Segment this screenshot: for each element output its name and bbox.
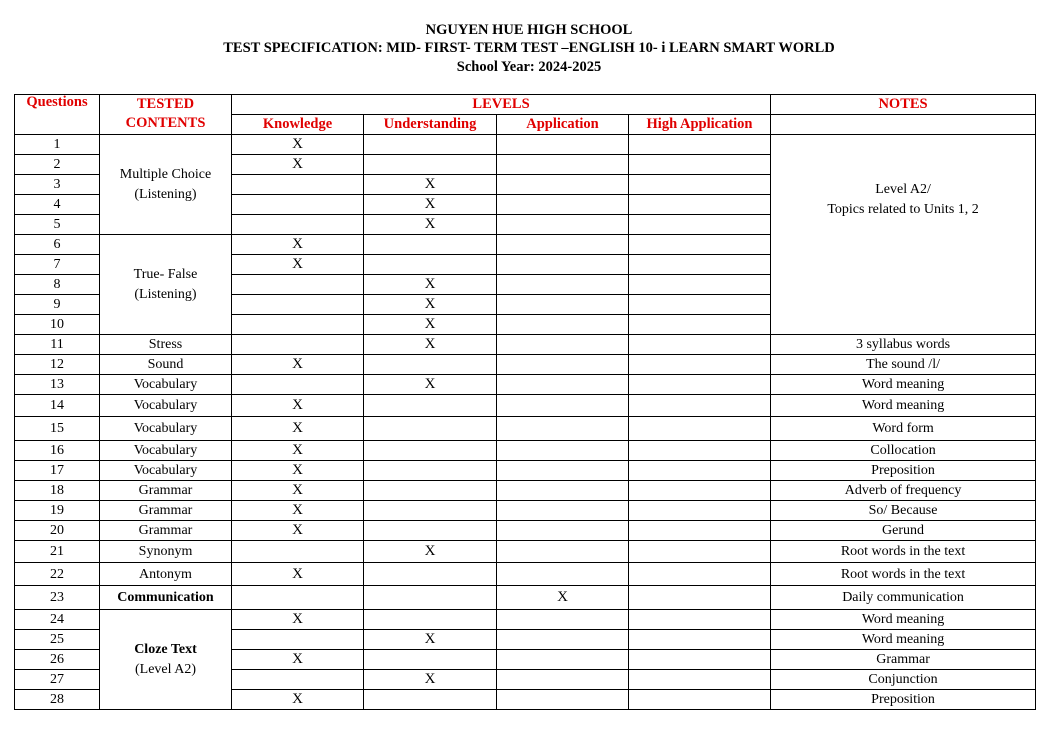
question-number: 24 [15,610,100,630]
level-understanding: X [364,195,497,215]
level-understanding: X [364,175,497,195]
level-application [497,395,629,417]
question-number: 10 [15,315,100,335]
table-row [15,586,1036,610]
tested-content: Stress [100,335,232,355]
level-knowledge [232,541,364,563]
header-tested-label: TESTED [136,96,195,112]
group-cloze-subtitle: (Level A2) [134,661,197,677]
level-knowledge [232,195,364,215]
level-knowledge: X [232,155,364,175]
table-row [15,461,1036,481]
level-understanding [364,441,497,461]
level-knowledge: X [232,355,364,375]
level-application [497,690,629,710]
question-number: 19 [15,501,100,521]
level-understanding [364,235,497,255]
question-number: 8 [15,275,100,295]
level-understanding [364,690,497,710]
level-application [497,175,629,195]
group-tf [100,235,232,335]
tested-content: Grammar [100,481,232,501]
table-row [15,501,1036,521]
level-application [497,521,629,541]
group-mc [100,135,232,235]
question-number: 9 [15,295,100,315]
level-high-application [629,195,771,215]
level-high-application [629,295,771,315]
table-row [15,563,1036,586]
question-number: 22 [15,563,100,586]
tested-content: Communication [100,586,232,610]
header-knowledge: Knowledge [232,115,364,135]
level-high-application [629,235,771,255]
level-high-application [629,175,771,195]
level-high-application [629,501,771,521]
level-understanding [364,586,497,610]
level-application [497,135,629,155]
group-cloze [100,610,232,710]
level-knowledge: X [232,417,364,441]
level-high-application [629,215,771,235]
level-application [497,155,629,175]
level-understanding [364,155,497,175]
table-row [15,335,1036,355]
table-row [15,610,1036,630]
level-knowledge [232,335,364,355]
question-number: 27 [15,670,100,690]
level-application [497,650,629,670]
level-understanding [364,135,497,155]
level-high-application [629,610,771,630]
note: The sound /l/ [771,355,1036,375]
specification-table [14,94,1036,710]
level-application [497,461,629,481]
level-knowledge: X [232,235,364,255]
level-high-application [629,481,771,501]
level-knowledge [232,375,364,395]
level-knowledge: X [232,441,364,461]
level-knowledge [232,630,364,650]
note: Word meaning [771,375,1036,395]
level-knowledge [232,315,364,335]
level-understanding [364,417,497,441]
note: Word meaning [771,630,1036,650]
question-number: 4 [15,195,100,215]
note: Grammar [771,650,1036,670]
note: Word meaning [771,610,1036,630]
level-high-application [629,417,771,441]
level-understanding: X [364,295,497,315]
level-application [497,481,629,501]
school-year: School Year: 2024-2025 [456,59,602,75]
note: Daily communication [771,586,1036,610]
tested-content: Vocabulary [100,395,232,417]
note: Preposition [771,461,1036,481]
table-row [15,135,1036,155]
level-knowledge: X [232,461,364,481]
level-knowledge [232,586,364,610]
table-row [15,541,1036,563]
level-application [497,541,629,563]
question-number: 23 [15,586,100,610]
level-knowledge: X [232,255,364,275]
question-number: 28 [15,690,100,710]
question-number: 1 [15,135,100,155]
question-number: 5 [15,215,100,235]
level-understanding [364,521,497,541]
table-row [15,395,1036,417]
school-name: NGUYEN HUE HIGH SCHOOL [425,22,633,38]
question-number: 26 [15,650,100,670]
level-knowledge [232,275,364,295]
header-notes-blank [771,115,1036,135]
level-knowledge: X [232,521,364,541]
level-application [497,670,629,690]
note-listening [771,135,1036,335]
note: Conjunction [771,670,1036,690]
level-high-application [629,670,771,690]
level-understanding [364,481,497,501]
level-high-application [629,650,771,670]
level-high-application [629,275,771,295]
note: Root words in the text [771,541,1036,563]
note: Word meaning [771,395,1036,417]
level-high-application [629,355,771,375]
question-number: 11 [15,335,100,355]
level-understanding [364,255,497,275]
level-understanding: X [364,630,497,650]
tested-content: Vocabulary [100,417,232,441]
group-tf-subtitle: (Listening) [134,286,197,302]
header-questions: Questions [15,95,100,135]
tested-content: Antonym [100,563,232,586]
level-high-application [629,586,771,610]
note: Adverb of frequency [771,481,1036,501]
level-knowledge [232,215,364,235]
level-knowledge [232,670,364,690]
level-high-application [629,630,771,650]
level-understanding [364,355,497,375]
level-application [497,441,629,461]
level-understanding [364,650,497,670]
level-application [497,255,629,275]
question-number: 14 [15,395,100,417]
note: Gerund [771,521,1036,541]
level-application [497,501,629,521]
question-number: 12 [15,355,100,375]
level-application [497,563,629,586]
table-row [15,417,1036,441]
tested-content: Sound [100,355,232,375]
question-number: 6 [15,235,100,255]
note: Collocation [771,441,1036,461]
level-knowledge: X [232,135,364,155]
question-number: 16 [15,441,100,461]
level-knowledge: X [232,563,364,586]
header-levels: LEVELS [232,95,771,115]
level-knowledge [232,175,364,195]
table-row [15,355,1036,375]
question-number: 2 [15,155,100,175]
level-application: X [497,586,629,610]
header-high-application: High Application [629,115,771,135]
level-understanding [364,395,497,417]
level-high-application [629,563,771,586]
table-row [15,481,1036,501]
level-high-application [629,521,771,541]
tested-content: Vocabulary [100,441,232,461]
level-application [497,235,629,255]
level-application [497,295,629,315]
table-row [15,375,1036,395]
level-high-application [629,690,771,710]
table-row [15,521,1036,541]
note-listening-level: Level A2/ [875,181,931,197]
level-high-application [629,541,771,563]
group-mc-title: Multiple Choice [119,166,212,182]
header-understanding: Understanding [364,115,497,135]
level-knowledge: X [232,501,364,521]
level-knowledge [232,295,364,315]
question-number: 17 [15,461,100,481]
level-application [497,215,629,235]
header-notes: NOTES [771,95,1036,115]
question-number: 21 [15,541,100,563]
group-cloze-title: Cloze Text [134,641,197,657]
question-number: 18 [15,481,100,501]
tested-content: Synonym [100,541,232,563]
note: So/ Because [771,501,1036,521]
level-application [497,417,629,441]
question-number: 25 [15,630,100,650]
document-title: TEST SPECIFICATION: MID- FIRST- TERM TEST –ENGLISH 10- i LEARN SMART WORLD [223,40,835,56]
level-understanding: X [364,670,497,690]
question-number: 7 [15,255,100,275]
level-application [497,630,629,650]
note: Root words in the text [771,563,1036,586]
level-understanding: X [364,275,497,295]
note: Preposition [771,690,1036,710]
level-knowledge: X [232,395,364,417]
level-knowledge: X [232,481,364,501]
level-understanding: X [364,541,497,563]
header-tested-contents [100,95,232,135]
tested-content: Grammar [100,501,232,521]
note: 3 syllabus words [771,335,1036,355]
level-understanding: X [364,315,497,335]
tested-content: Vocabulary [100,461,232,481]
level-application [497,195,629,215]
tested-content: Vocabulary [100,375,232,395]
tested-content: Grammar [100,521,232,541]
level-knowledge: X [232,610,364,630]
level-high-application [629,395,771,417]
level-knowledge: X [232,690,364,710]
level-high-application [629,155,771,175]
note: Word form [771,417,1036,441]
question-number: 3 [15,175,100,195]
table-body [15,135,1036,710]
level-high-application [629,375,771,395]
level-application [497,275,629,295]
header-application: Application [497,115,629,135]
note-listening-topics: Topics related to Units 1, 2 [827,201,979,217]
question-number: 20 [15,521,100,541]
level-high-application [629,335,771,355]
level-high-application [629,135,771,155]
level-knowledge: X [232,650,364,670]
level-application [497,375,629,395]
group-mc-subtitle: (Listening) [134,186,197,202]
level-understanding [364,461,497,481]
level-application [497,315,629,335]
level-understanding: X [364,375,497,395]
level-understanding [364,501,497,521]
question-number: 13 [15,375,100,395]
header-contents-label: CONTENTS [125,115,206,131]
level-understanding: X [364,215,497,235]
question-number: 15 [15,417,100,441]
level-understanding: X [364,335,497,355]
table-row [15,441,1036,461]
level-application [497,335,629,355]
group-tf-title: True- False [133,266,198,282]
level-application [497,355,629,375]
level-understanding [364,563,497,586]
level-high-application [629,315,771,335]
level-application [497,610,629,630]
level-high-application [629,255,771,275]
level-high-application [629,461,771,481]
level-understanding [364,610,497,630]
level-high-application [629,441,771,461]
